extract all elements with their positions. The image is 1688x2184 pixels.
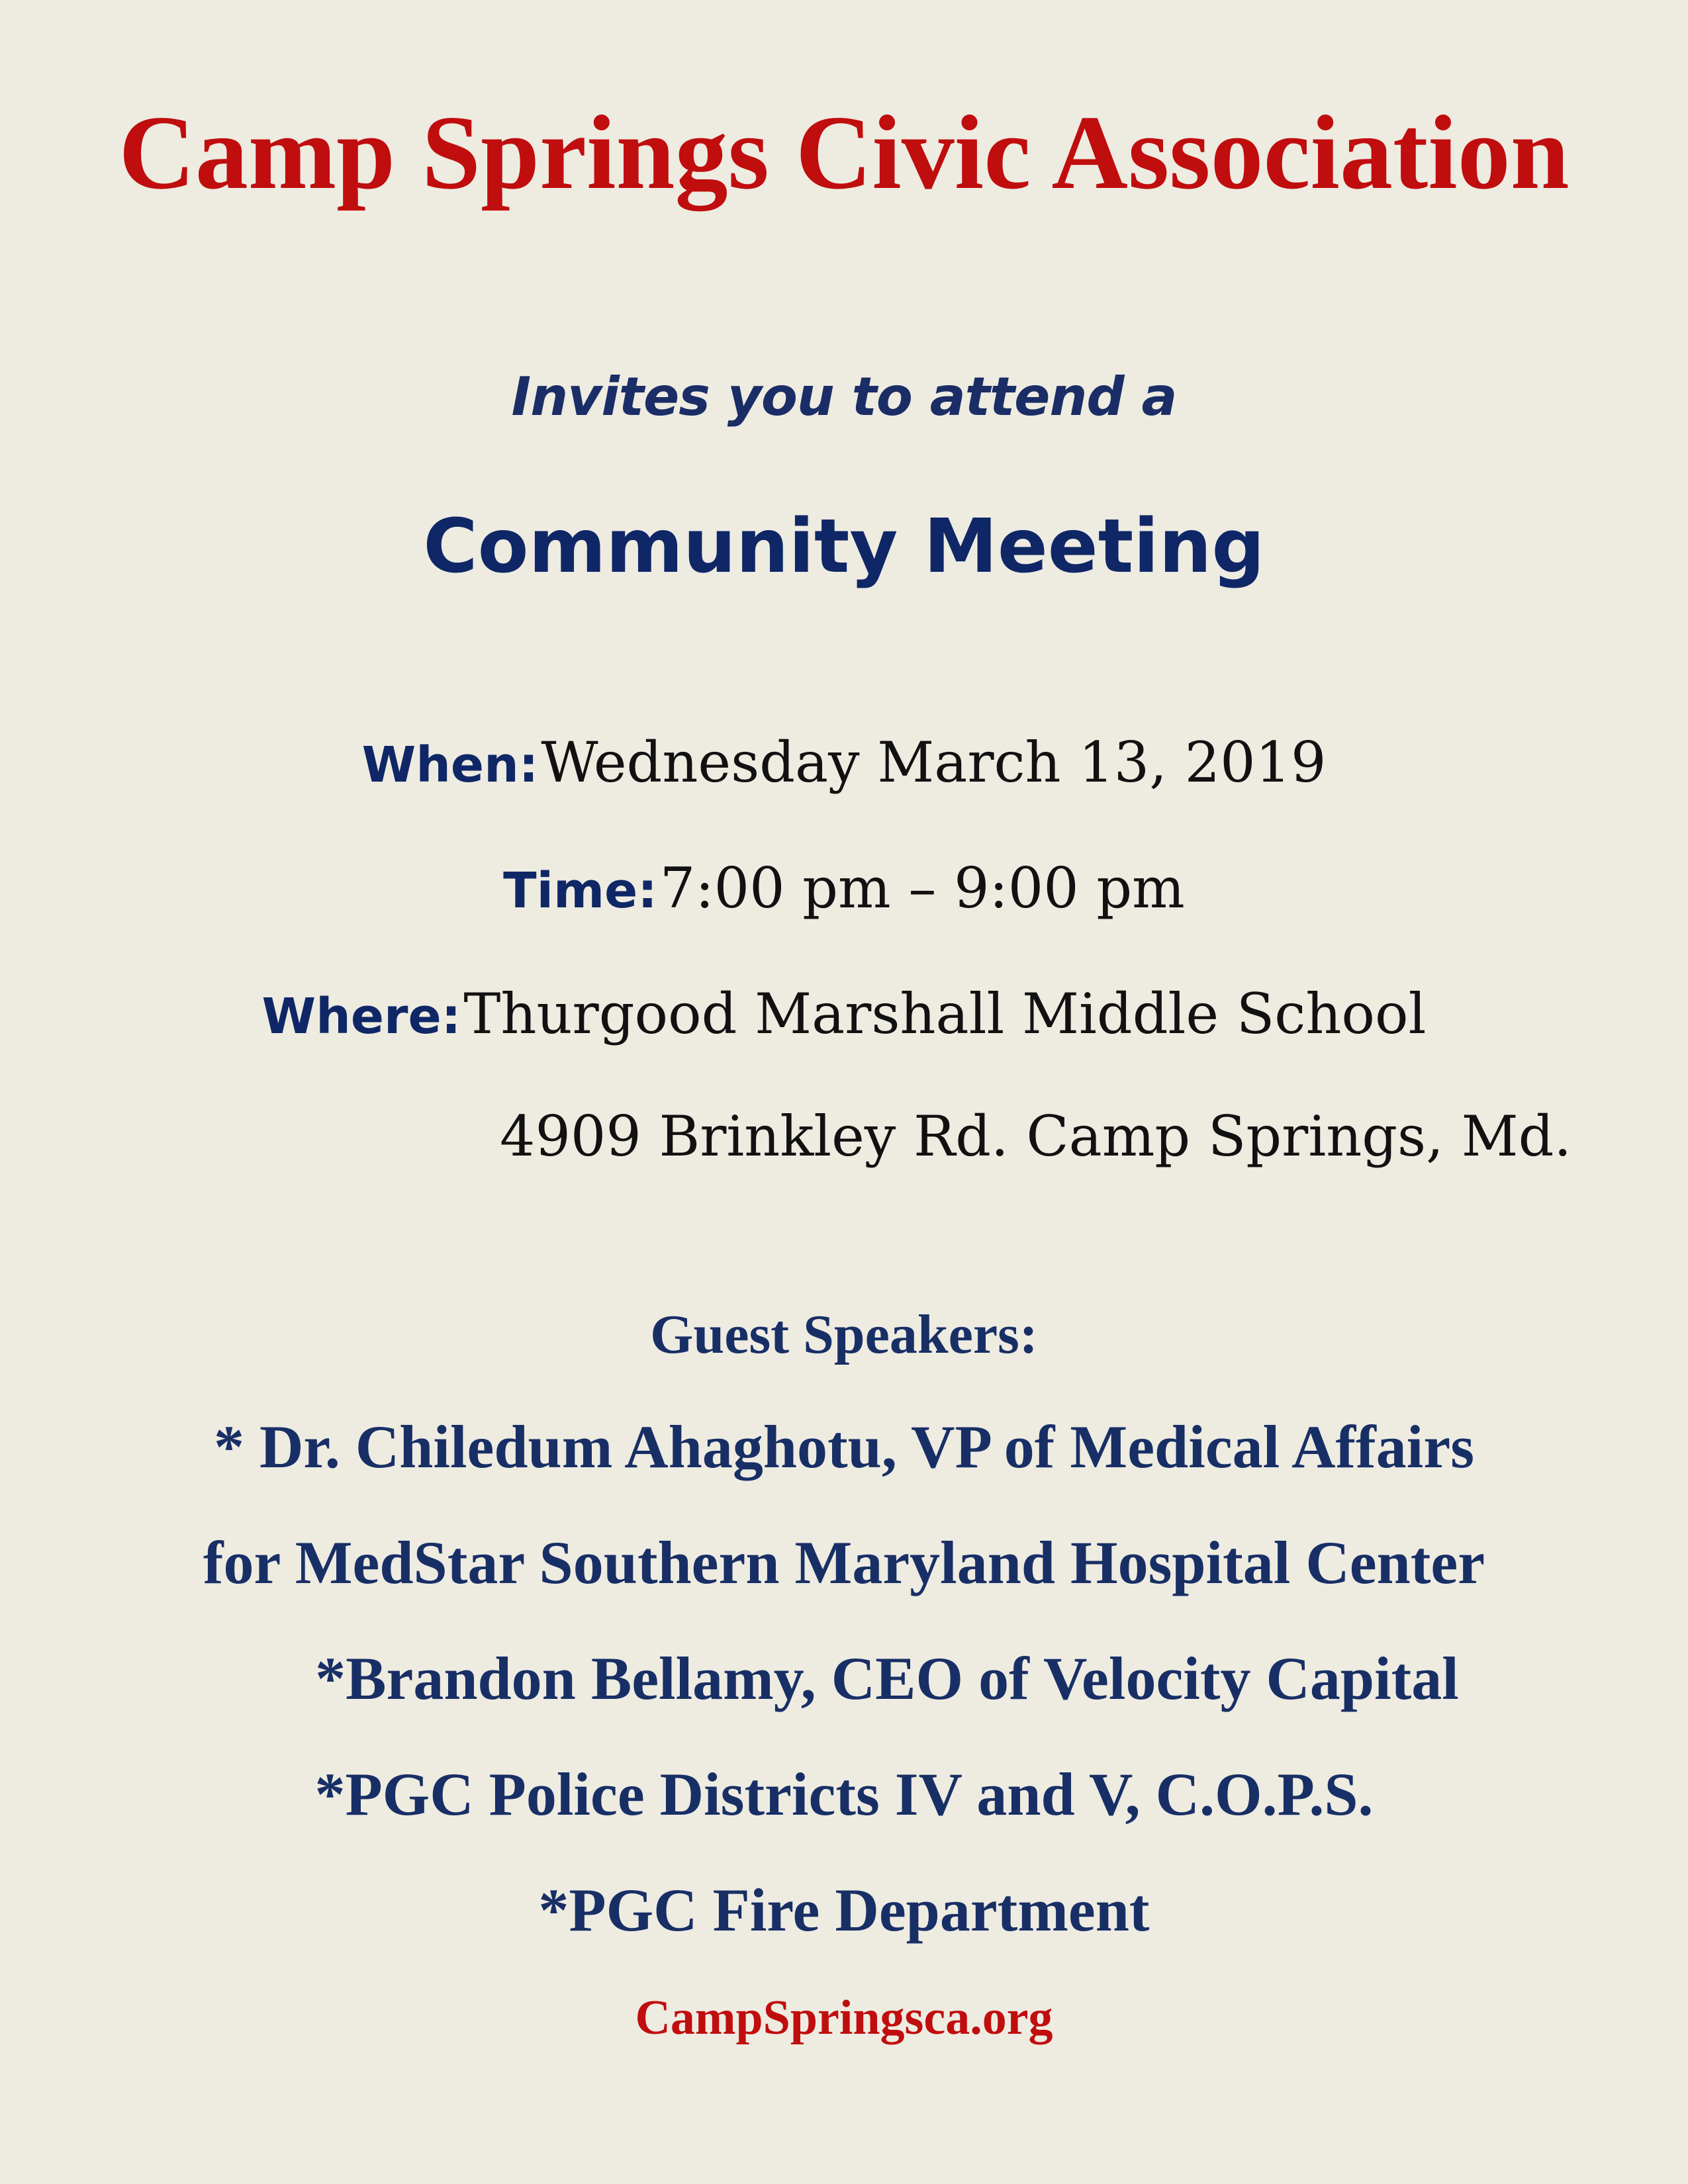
when-value: Wednesday March 13, 2019 <box>541 730 1327 795</box>
website-link[interactable]: CampSpringsca.org <box>635 1991 1053 2045</box>
where-label: Where: <box>261 988 461 1045</box>
guest-speakers-heading: Guest Speakers: <box>650 1304 1038 1365</box>
time-value: 7:00 pm – 9:00 pm <box>659 856 1185 921</box>
time-label: Time: <box>503 862 657 919</box>
speaker-line: * Dr. Chiledum Ahaghotu, VP of Medical Affairs <box>213 1413 1474 1480</box>
speaker-line: for MedStar Southern Maryland Hospital Center <box>203 1529 1485 1596</box>
when-label: When: <box>361 737 539 794</box>
when-row <box>0 730 1688 795</box>
event-title: Community Meeting <box>423 504 1265 590</box>
where-row <box>0 981 1688 1046</box>
speaker-line: *PGC Police Districts IV and V, C.O.P.S. <box>314 1760 1374 1828</box>
speaker-line: *Brandon Bellamy, CEO of Velocity Capital <box>315 1645 1459 1712</box>
address-line: 4909 Brinkley Rd. Camp Springs, Md. <box>500 1104 1572 1169</box>
where-value: Thurgood Marshall Middle School <box>463 981 1427 1046</box>
invitation-intro: Invites you to attend a <box>511 366 1177 428</box>
speaker-line: *PGC Fire Department <box>538 1876 1150 1944</box>
organization-title: Camp Springs Civic Association <box>118 93 1570 211</box>
time-row <box>0 856 1688 921</box>
